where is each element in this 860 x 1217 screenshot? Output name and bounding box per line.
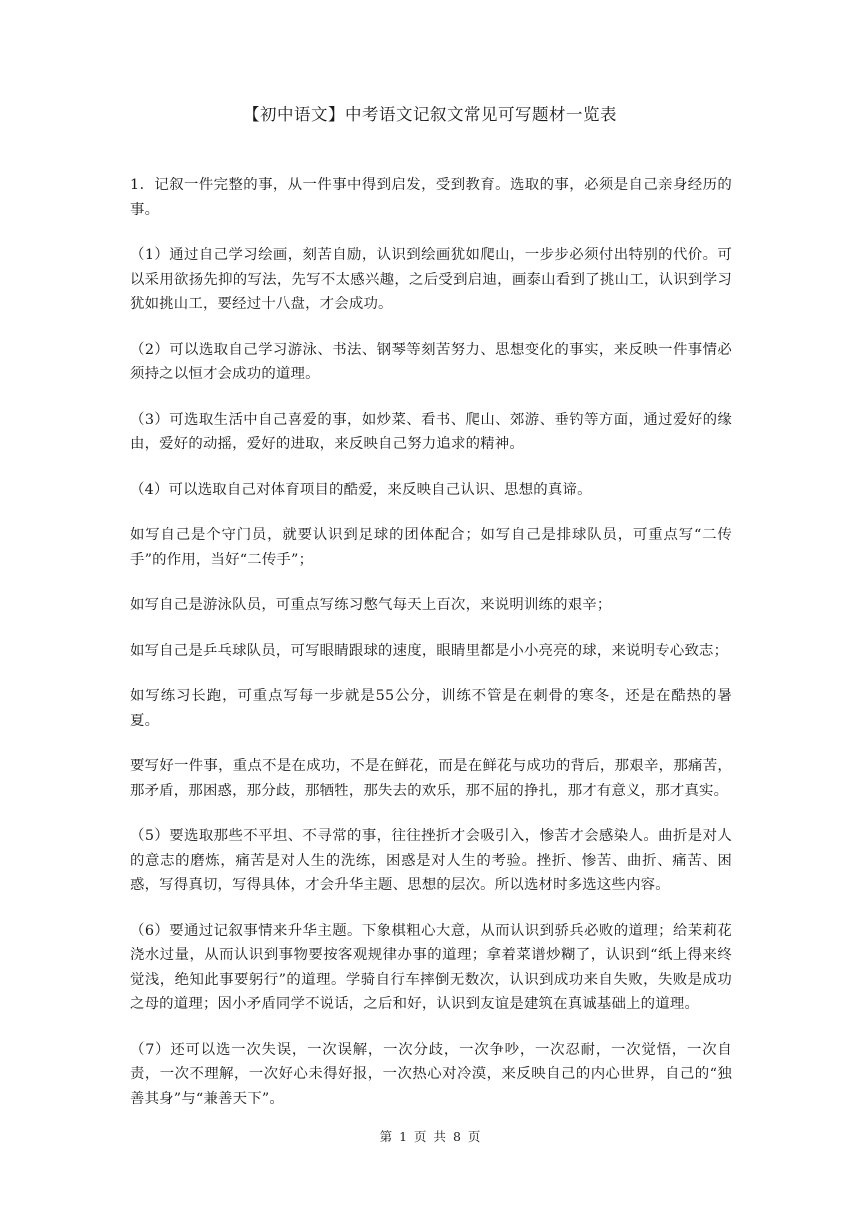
- paragraph-12: （6）要通过记叙事情来升华主题。下象棋粗心大意，从而认识到骄兵必败的道理；给茉莉花浇水过量，从而认识到事物要按客观规律办事的道理；拿着菜谱炒糊了，认识到“纸上得来终觉浅，绝知此事要躬行”的道理。学骑自行车摔倒无数次，认识到成功来自失败，失败是成功之母的道理；因小矛盾同学不说话，之后和好，认识到友谊是建筑在真诚基础上的道理。: [130, 922, 732, 1012]
- paragraph-8: 如写自己是乒乓球队员，可写眼睛跟球的速度，眼睛里都是小小亮亮的球，来说明专心致志；: [130, 642, 729, 659]
- paragraph-7: 如写自己是游泳队员，可重点写练习憋气每天上百次，来说明训练的艰辛；: [130, 597, 612, 613]
- paragraph-11: （5）要选取那些不平坦、不寻常的事，往往挫折才会吸引入，惨苦才会感染人。曲折是对人的意志的磨炼，痛苦是对人生的洗练，困惑是对人生的考验。挫折、惨苦、曲折、痛苦、困惑，写得真切，写得具体，才会升华主题、思想的层次。所以选材时多选这些内容。: [130, 828, 732, 893]
- paragraph-1: 1．记叙一件完整的事，从一件事中得到启发，受到教育。选取的事，必须是自己亲身经历的事。: [130, 177, 732, 218]
- paragraph-13: （7）还可以选一次失误，一次误解，一次分歧，一次争吵，一次忍耐，一次觉悟，一次自责，一次不理解，一次好心未得好报，一次热心对冷漠，来反映自己的内心世界，自己的“独善其身”与“兼善天下”。: [130, 1041, 732, 1107]
- page-number-footer: 第 1 页 共 8 页: [379, 1129, 481, 1144]
- paragraph-3: （2）可以选取自己学习游泳、书法、钢琴等刻苦努力、思想变化的事实，来反映一件事情必须持之以恒才会成功的道理。: [130, 341, 732, 382]
- paragraph-9: 如写练习长跑，可重点写每一步就是55公分，训练不管是在刺骨的寒冬，还是在酷热的暑夏。: [130, 688, 732, 729]
- document-body: [130, 173, 732, 1132]
- paragraph-5: （4）可以选取自己对体育项目的酷爱，来反映自己认识、思想的真谛。: [130, 481, 592, 498]
- paragraph-4: （3）可选取生活中自己喜爱的事，如炒菜、看书、爬山、郊游、垂钓等方面，通过爱好的缘由，爱好的动摇，爱好的进取，来反映自己努力追求的精神。: [130, 411, 732, 452]
- paragraph-10: 要写好一件事，重点不是在成功，不是在鲜花，而是在鲜花与成功的背后，那艰辛，那痛苦，那矛盾，那困惑，那分歧，那牺牲，那失去的欢乐，那不屈的挣扎，那才有意义，那才真实。: [130, 758, 732, 799]
- paragraph-2: （1）通过自己学习绘画，刻苦自励，认识到绘画犹如爬山，一步步必须付出特别的代价。可以采用欲扬先抑的写法，先写不太感兴趣，之后受到启迪，画泰山看到了挑山工，认识到学习犹如挑山工，要经过十八盘，才会成功。: [130, 247, 732, 312]
- paragraph-6: 如写自己是个守门员，就要认识到足球的团体配合；如写自己是排球队员，可重点写“二传手”的作用，当好“二传手”；: [130, 527, 732, 568]
- document-title: 【初中语文】中考语文记叙文常见可写题材一览表: [243, 105, 617, 124]
